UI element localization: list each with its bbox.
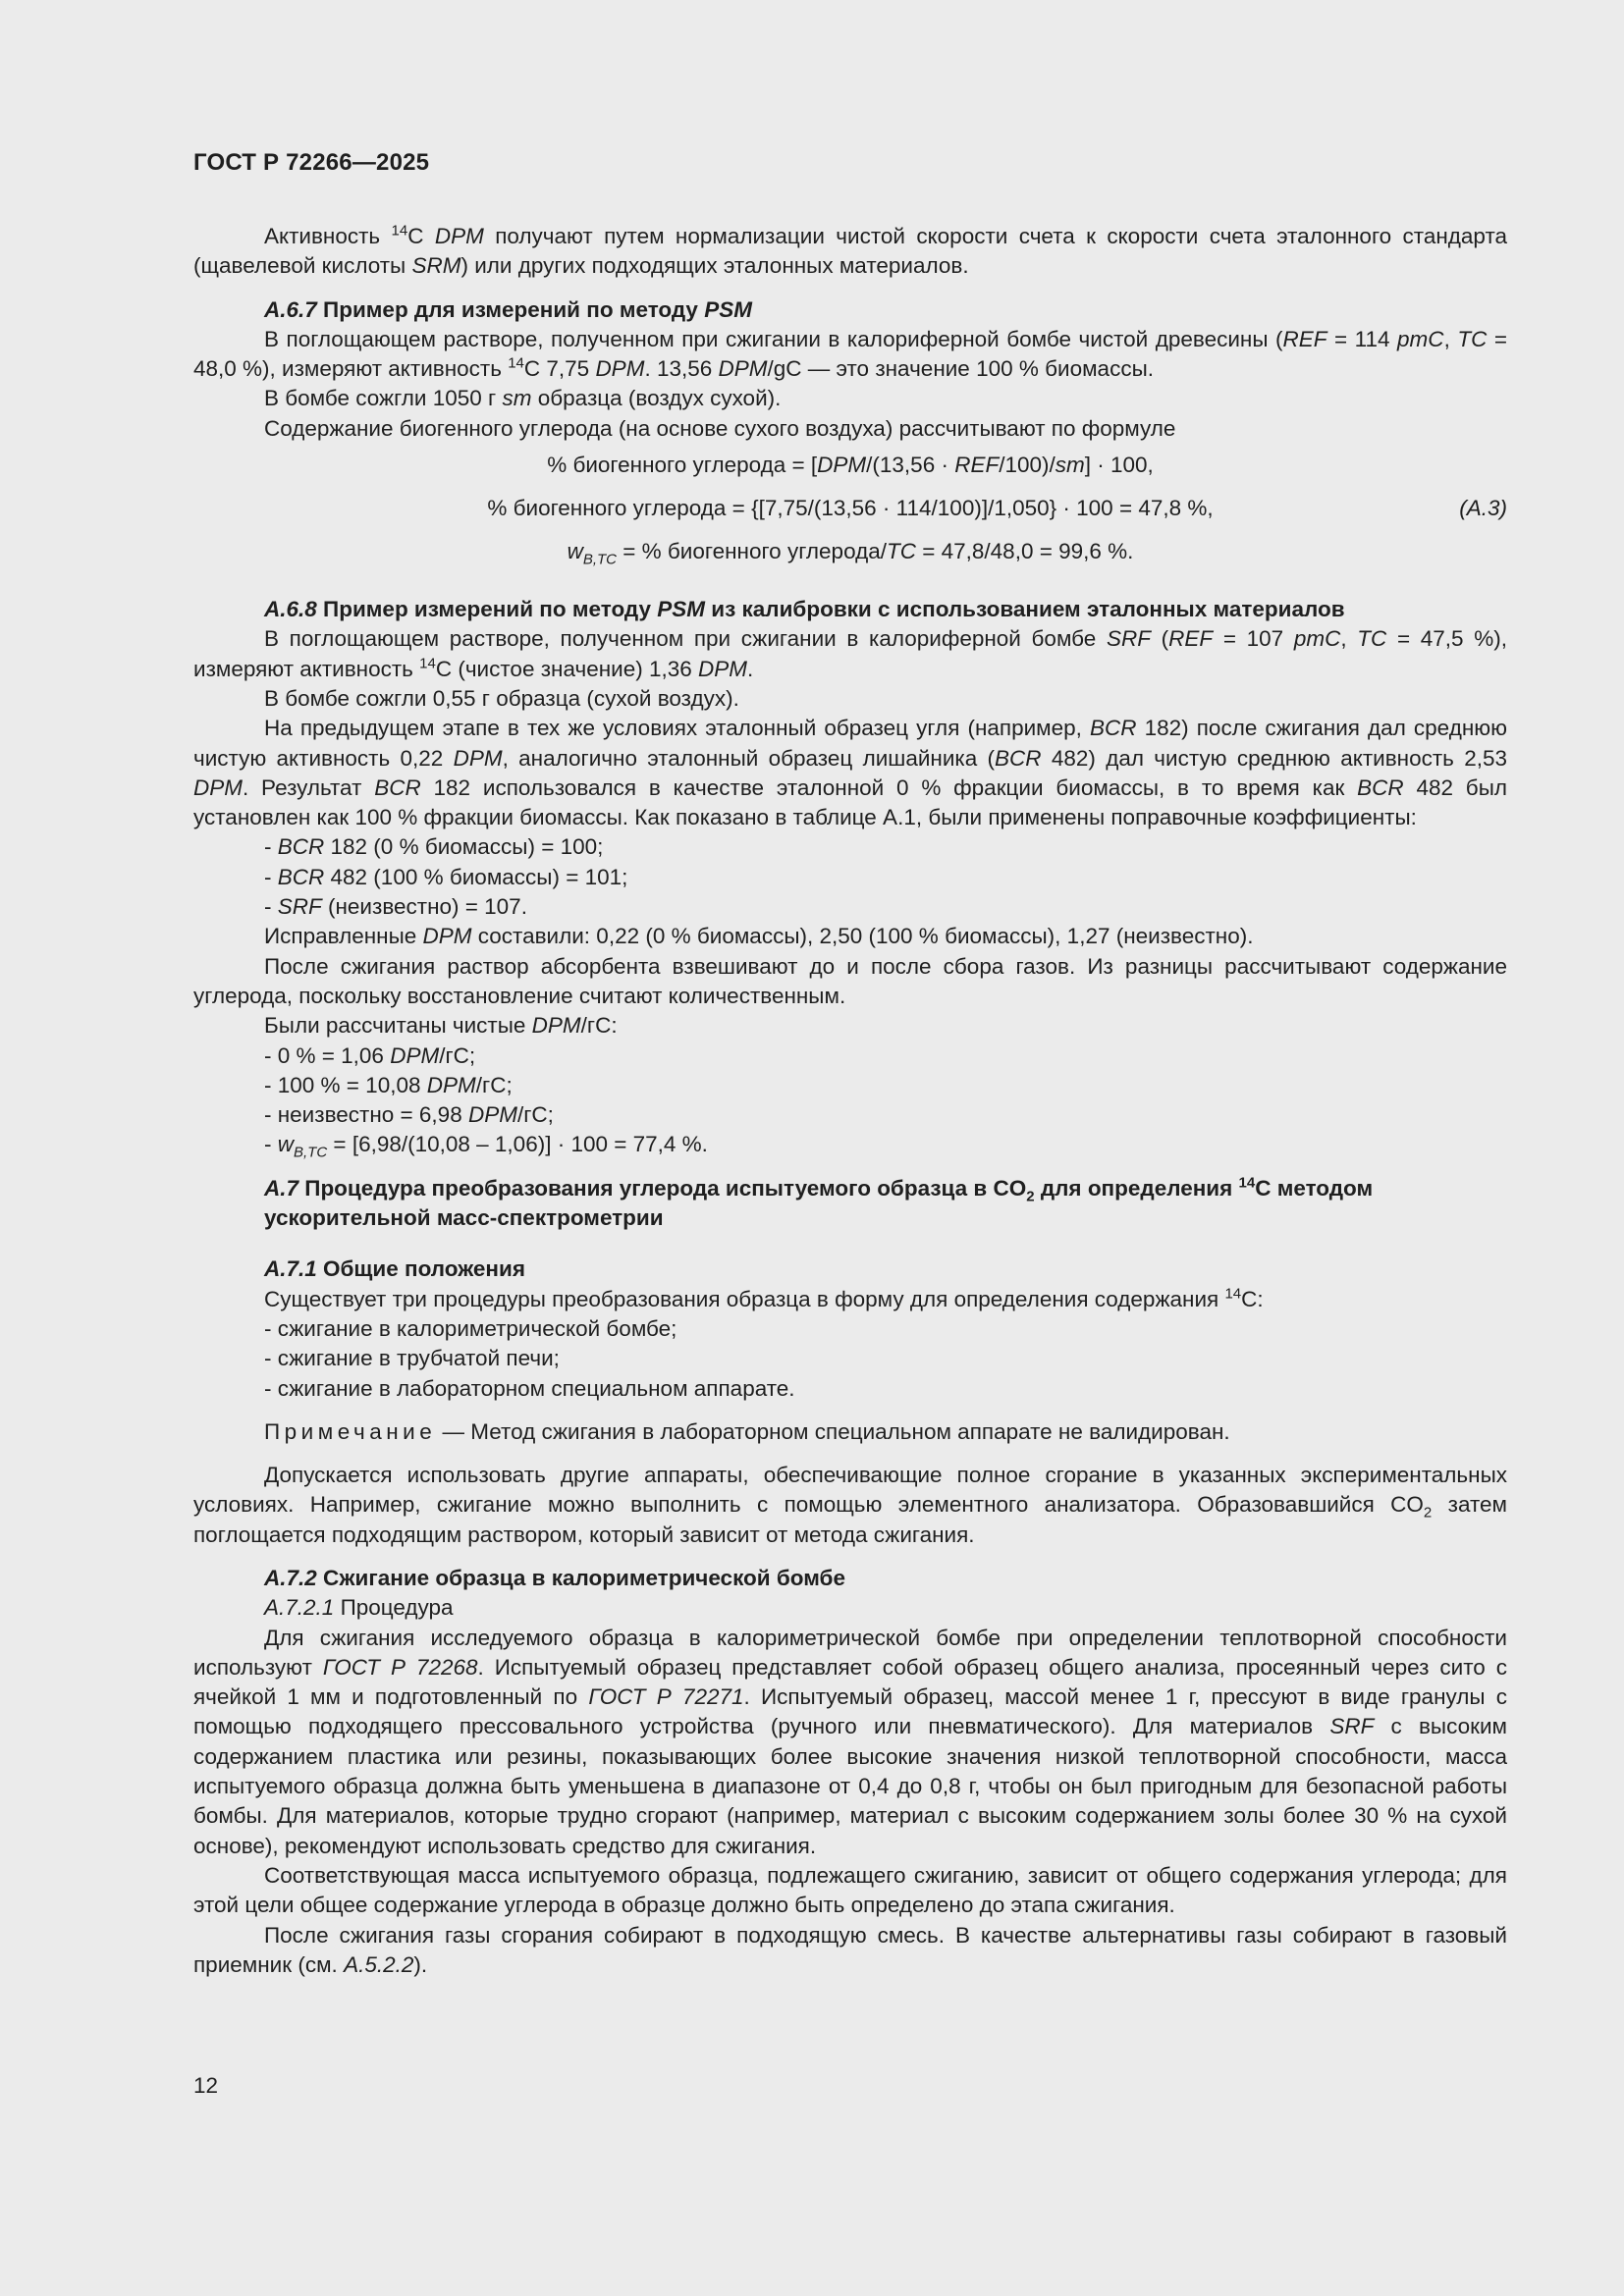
- paragraph: На предыдущем этапе в тех же условиях эталонный образец угля (например, BCR 182) после сжигания дал среднюю чистую активность 0,22 DPM, аналогично эталонный образец лишайника (BCR 482) дал чистую среднюю активность 2,53 DPM. Результат BCR 182 использовался в качестве эталонной 0 % фракции биомассы, в то время как BCR 482 был установлен как 100 % фракции биомассы. Как показано в таблице А.1, были применены поправочные коэффициенты:: [193, 716, 1508, 830]
- section-heading-a7: А.7 Процедура преобразования углерода испытуемого образца в $CO_2$ для определения $^{14}$C методом ускорительной масс-спектрометрии: [264, 1174, 1374, 1231]
- section-heading-a67: А.6.7 Пример для измерений по методу PSM: [264, 296, 752, 322]
- paragraph: В бомбе сожгли 1050 г sm образца (воздух сухой).: [264, 386, 782, 411]
- paragraph: Для сжигания исследуемого образца в калориметрической бомбе при определении теплотворной способности используют ГОСТ Р 72268. Испытуемый образец представляет собой образец общего анализа, просеянный через сито с ячейкой 1 мм и подготовленный по ГОСТ Р 72271. Испытуемый образец, массой менее 1 г, прессуют в виде гранулы с помощью подходящего прессовального устройства (ручного или пневматического). Для материалов SRF с высоким содержанием пластика или резины, показывающих более высокие значения низкой теплотворной способности, масса испытуемого образца должна быть уменьшена в диапазоне от 0,4 до 0,8 г, чтобы он был пригодным для безопасной работы бомбы. Для материалов, которые трудно сгорают (например, материал с высоким содержанием золы более 30 % на сухой основе), рекомендуют использовать средство для сжигания.: [193, 1625, 1507, 1858]
- list-item: - BCR 482 (100 % биомассы) = 101;: [264, 864, 628, 889]
- section-heading-a721: А.7.2.1 Процедура: [264, 1595, 454, 1621]
- note: [193, 1417, 1507, 1447]
- page-number: 12: [193, 2073, 219, 2098]
- paragraph: В бомбе сожгли 0,55 г образца (сухой воздух).: [264, 685, 739, 711]
- list-item: - 100 % = 10,08 DPM/гС;: [264, 1072, 513, 1097]
- note-label: Примечание: [264, 1418, 437, 1444]
- list-item: - сжигание в лабораторном специальном аппарате.: [264, 1375, 795, 1401]
- section-heading-a72: А.7.2 Сжигание образца в калориметрической бомбе: [264, 1565, 845, 1590]
- list-item: - сжигание в трубчатой печи;: [264, 1346, 560, 1371]
- list-item: - BCR 182 (0 % биомассы) = 100;: [264, 834, 604, 860]
- paragraph: Активность $^{14}$C DPM получают путем нормализации чистой скорости счета к скорости счета эталонного стандарта (щавелевой кислоты SRM) или других подходящих эталонных материалов.: [193, 222, 1508, 279]
- paragraph: В поглощающем растворе, полученном при сжигании в калориферной бомбе чистой древесины (REF = 114 pmC, TC = 48,0 %), измеряют активность $^{14}$C 7,75 DPM. 13,56 DPM/gC — это значение 100 % биомассы.: [193, 326, 1507, 382]
- paragraph: Были рассчитаны чистые DPM/гС:: [264, 1013, 618, 1039]
- section-heading-a71: А.7.1 Общие положения: [264, 1256, 525, 1282]
- formula-3: $w_{B,TC}$ = % биогенного углерода/TC = 47,8/48,0 = 99,6 %.: [567, 539, 1134, 568]
- paragraph: Допускается использовать другие аппараты, обеспечивающие полное сгорание в указанных экспериментальных условиях. Например, сжигание можно выполнить с помощью элементного анализатора. Образовавшийся $CO_2$ затем поглощается подходящим раствором, который зависит от метода сжигания.: [193, 1463, 1507, 1547]
- document-body: [193, 222, 1507, 1980]
- formula-2: % биогенного углерода = {[7,75/(13,56 · 114/100)]/1,050} · 100 = 47,8 %, (A.3): [193, 487, 1507, 530]
- paragraph: После сжигания раствор абсорбента взвешивают до и после сбора газов. Из разницы рассчитывают содержание углерода, поскольку восстановление считают количественным.: [193, 953, 1507, 1008]
- paragraph: В поглощающем растворе, полученном при сжигании в калориферной бомбе SRF (REF = 107 pmC, TC = 47,5 %), измеряют активность $^{14}$C (чистое значение) 1,36 DPM.: [193, 626, 1507, 681]
- list-item: - неизвестно = 6,98 DPM/гС;: [264, 1102, 554, 1128]
- list-item: - $w_{B,TC} = [6,98/(10,08 - 1,06)] \cdot 100 = 77,4$ %.: [264, 1132, 708, 1161]
- formula-1: % биогенного углерода = [DPM/(13,56 · REF/100)/sm] · 100,: [547, 453, 1154, 478]
- paragraph: После сжигания газы сгорания собирают в подходящую смесь. В качестве альтернативы газы собирают в газовый приемник (см. А.5.2.2).: [193, 1922, 1507, 1977]
- note-text: — Метод сжигания в лабораторном специальном аппарате не валидирован.: [442, 1418, 1230, 1444]
- section-heading-a68: А.6.8 Пример измерений по методу PSM из калибровки с использованием эталонных материалов: [264, 597, 1345, 622]
- paragraph: Соответствующая масса испытуемого образца, подлежащего сжиганию, зависит от общего содержания углерода; для этой цели общее содержание углерода в образце должно быть определено до этапа сжигания.: [193, 1862, 1507, 1918]
- paragraph: Содержание биогенного углерода (на основе сухого воздуха) рассчитывают по формуле: [264, 415, 1176, 441]
- paragraph: Существует три процедуры преобразования образца в форму для определения содержания $^{14}$C:: [264, 1285, 1264, 1311]
- formula-number: (A.3): [1459, 496, 1507, 521]
- document-header: ГОСТ Р 72266—2025: [193, 149, 430, 176]
- list-item: - сжигание в калориметрической бомбе;: [264, 1315, 677, 1341]
- paragraph: Исправленные DPM составили: 0,22 (0 % биомассы), 2,50 (100 % биомассы), 1,27 (неизвестно).: [264, 924, 1254, 949]
- list-item: - SRF (неизвестно) = 107.: [264, 894, 527, 920]
- list-item: - 0 % = 1,06 DPM/гС;: [264, 1042, 476, 1068]
